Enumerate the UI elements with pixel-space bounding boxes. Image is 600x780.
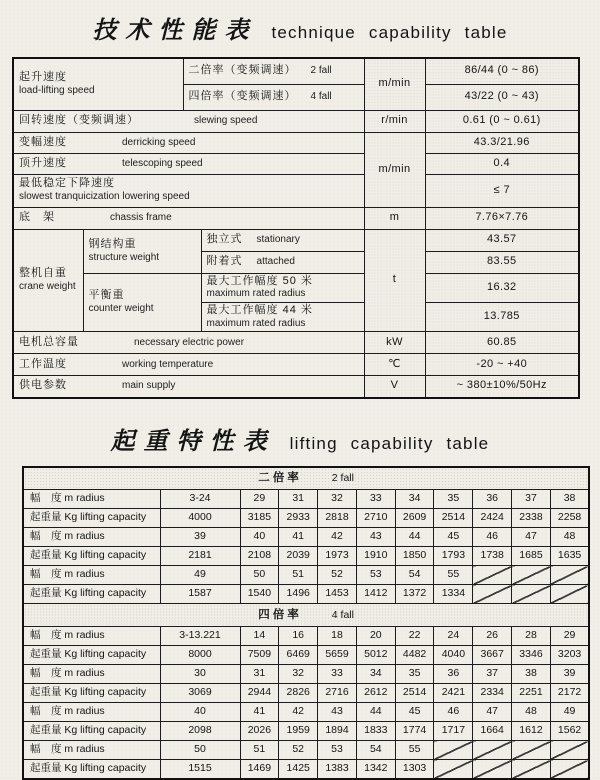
row-label-4fall [183,84,364,110]
capacity-cell: 2338 [512,509,551,528]
slewing-zh: 回转速度（变频调速） [19,114,139,127]
radius-cell: 54 [395,566,434,585]
capacity-cell: 6469 [279,646,318,665]
capacity-cell: 1664 [473,722,512,741]
slewing-en: slewing speed [194,115,258,127]
structure-weight-zh: 钢结构重 [88,237,137,250]
capacity-cell: 1562 [550,722,589,741]
radius-cell: 26 [473,627,512,646]
crane-weight-zh: 整机自重 [19,267,67,280]
capacity-cell: 2181 [160,547,240,566]
table-row [23,566,589,585]
main-supply-en: main supply [122,380,176,392]
capacity-cell: 1587 [160,585,240,604]
radius-cell: 49 [550,703,589,722]
value-temperature: -20 ~ +40 [425,354,579,376]
capacity-row-label: 起重量 Kg lifting capacity [23,585,160,604]
stationary-en: stationary [256,234,300,246]
technique-capability-table [12,57,580,399]
capacity-cell: 1303 [395,760,434,779]
radius-row-label: 幅 度 m radius [23,665,160,684]
radius-cell: 49 [160,566,240,585]
table-row [23,760,589,779]
counter-weight-en: counter weight [88,302,154,314]
capacity-cell: 1372 [395,585,434,604]
row-label-telescoping [13,153,364,174]
lowering-en: slowest tranquicization lowering speed [19,191,190,203]
capacity-cell: 1973 [318,547,357,566]
stationary-zh: 独立式 [206,233,243,246]
value-stationary: 43.57 [425,229,579,251]
capacity-cell: 1425 [279,760,318,779]
radius-row-label: 幅 度 m radius [23,528,160,547]
diagonal-empty-cell [512,741,551,760]
capacity-cell: 2108 [240,547,279,566]
capacity-cell: 3069 [160,684,240,703]
capacity-cell: 1342 [356,760,395,779]
table-row [23,703,589,722]
fall-section-header [23,467,589,490]
capacity-cell: 7509 [240,646,279,665]
value-supply: ~ 380±10%/50Hz [425,376,579,398]
radius-cell: 31 [279,490,318,509]
fall2-en: 2 fall [310,65,332,77]
diagonal-empty-cell [550,566,589,585]
section-title-en: 4 fall [331,608,354,621]
value-lowering: ≤ 7 [425,174,579,207]
capacity-cell: 2514 [434,509,473,528]
radius-row-label: 幅 度 m radius [23,703,160,722]
value-lifting-2fall: 86/44 (0 ~ 86) [425,58,579,84]
tech-title-en: technique capability table [271,23,508,42]
radius-cell: 32 [279,665,318,684]
row-label-lowering [13,174,364,207]
table-row [23,665,589,684]
radius-cell: 20 [356,627,395,646]
capacity-cell: 1717 [434,722,473,741]
structure-weight-en: structure weight [88,251,160,263]
radius-cell: 45 [434,528,473,547]
radius-cell: 55 [395,741,434,760]
radius-cell: 40 [160,703,240,722]
capacity-cell: 2609 [395,509,434,528]
radius-cell: 35 [434,490,473,509]
radius-cell: 46 [434,703,473,722]
capacity-cell: 8000 [160,646,240,665]
radius-cell: 36 [434,665,473,684]
fall-section-header [23,604,589,627]
table-row [23,528,589,547]
capacity-cell: 2716 [318,684,357,703]
radius-cell: 30 [160,665,240,684]
radius-cell: 43 [356,528,395,547]
attached-zh: 附着式 [206,255,243,268]
table-row [23,646,589,665]
radius-cell: 34 [395,490,434,509]
radius50-zh: 最大工作幅度 50 米 [206,274,313,287]
table-row [23,684,589,703]
lifting-title-en: lifting capability table [289,433,490,453]
row-label-slewing [13,110,364,132]
capacity-cell: 1738 [473,547,512,566]
lifting-capability-table [22,466,590,780]
capacity-cell: 3346 [512,646,551,665]
capacity-cell: 2258 [550,509,589,528]
row-label-attached [201,251,364,273]
section-title-zh: 四倍率 [258,608,302,621]
diagonal-empty-cell [473,585,512,604]
radius-row-label: 幅 度 m radius [23,490,160,509]
value-attached: 83.55 [425,251,579,273]
row-label-radius44 [201,302,364,331]
radius-cell: 44 [356,703,395,722]
fall4-en: 4 fall [310,91,332,103]
radius-cell: 53 [318,741,357,760]
capacity-cell: 1635 [550,547,589,566]
capacity-cell: 2172 [550,684,589,703]
value-radius50: 16.32 [425,273,579,302]
capacity-cell: 2421 [434,684,473,703]
radius-cell: 29 [550,627,589,646]
radius-cell: 52 [279,741,318,760]
table-row [23,627,589,646]
capacity-cell: 1959 [279,722,318,741]
radius-cell: 32 [318,490,357,509]
radius-cell: 22 [395,627,434,646]
radius-cell: 24 [434,627,473,646]
capacity-cell: 2251 [512,684,551,703]
row-label-derricking [13,132,364,153]
unit-supply: V [364,376,425,398]
radius-cell: 39 [160,528,240,547]
capacity-cell: 1515 [160,760,240,779]
radius-cell: 43 [318,703,357,722]
capacity-cell: 1383 [318,760,357,779]
capacity-cell: 2514 [395,684,434,703]
table-row [23,490,589,509]
capacity-cell: 2424 [473,509,512,528]
radius-cell: 51 [240,741,279,760]
radius-cell: 50 [240,566,279,585]
table-row [23,741,589,760]
radius-cell: 47 [512,528,551,547]
radius-cell: 35 [395,665,434,684]
radius-cell: 29 [240,490,279,509]
capacity-row-label: 起重量 Kg lifting capacity [23,547,160,566]
row-label-stationary [201,229,364,251]
capacity-cell: 1469 [240,760,279,779]
table-row [23,722,589,741]
capacity-cell: 1412 [356,585,395,604]
derricking-en: derricking speed [122,136,196,148]
row-label-main-supply [13,376,364,398]
radius-cell: 55 [434,566,473,585]
unit-slewing: r/min [364,110,425,132]
lifting-table-body [23,467,589,779]
radius-cell: 37 [512,490,551,509]
capacity-cell: 1774 [395,722,434,741]
diagonal-empty-cell [473,760,512,779]
lifting-title-zh: 起重特性表 [110,425,276,455]
value-derricking: 43.3/21.96 [425,132,579,153]
capacity-cell: 2026 [240,722,279,741]
tech-table-title [0,10,600,45]
value-power: 60.85 [425,332,579,354]
radius-cell: 42 [318,528,357,547]
radius44-en: maximum rated radius [206,317,306,329]
radius-cell: 50 [160,741,240,760]
diagonal-empty-cell [550,760,589,779]
capacity-cell: 5659 [318,646,357,665]
fall4-zh: 四倍率（变频调速） [188,90,297,103]
diagonal-empty-cell [512,760,551,779]
radius44-zh: 最大工作幅度 44 米 [206,303,313,316]
radius-cell: 38 [512,665,551,684]
diagonal-empty-cell [512,585,551,604]
radius-cell: 28 [512,627,551,646]
radius-cell: 44 [395,528,434,547]
unit-speeds: m/min [364,132,425,207]
counter-weight-zh: 平衡重 [88,289,125,302]
diagonal-empty-cell [473,741,512,760]
temperature-en: working temperature [122,358,214,370]
unit-power: kW [364,332,425,354]
main-supply-zh: 供电参数 [19,379,67,392]
radius-cell: 51 [279,566,318,585]
capacity-row-label: 起重量 Kg lifting capacity [23,722,160,741]
radius-cell: 52 [318,566,357,585]
lowering-zh: 最低稳定下降速度 [19,177,115,190]
diagonal-empty-cell [434,741,473,760]
row-label-crane-weight [13,229,83,332]
radius-cell: 47 [473,703,512,722]
radius-cell: 33 [356,490,395,509]
capacity-cell: 2826 [279,684,318,703]
capacity-cell: 2334 [473,684,512,703]
capacity-row-label: 起重量 Kg lifting capacity [23,509,160,528]
value-telescoping: 0.4 [425,153,579,174]
radius-cell: 39 [550,665,589,684]
diagonal-empty-cell [512,566,551,585]
radius-cell: 46 [473,528,512,547]
table-row [23,509,589,528]
capacity-cell: 1833 [356,722,395,741]
capacity-cell: 1685 [512,547,551,566]
capacity-cell: 1894 [318,722,357,741]
radius50-en: maximum rated radius [206,288,306,300]
crane-weight-en: crane weight [19,280,76,292]
capacity-cell: 1910 [356,547,395,566]
unit-chassis: m [364,207,425,229]
radius-row-label: 幅 度 m radius [23,741,160,760]
capacity-cell: 1334 [434,585,473,604]
diagonal-empty-cell [434,760,473,779]
capacity-cell: 2710 [356,509,395,528]
radius-cell: 36 [473,490,512,509]
capacity-row-label: 起重量 Kg lifting capacity [23,684,160,703]
capacity-cell: 3203 [550,646,589,665]
diagonal-empty-cell [473,566,512,585]
radius-cell: 34 [356,665,395,684]
capacity-cell: 4000 [160,509,240,528]
radius-cell: 48 [512,703,551,722]
lifting-speed-en: load-lifting speed [19,84,95,96]
radius-cell: 41 [240,703,279,722]
radius-cell: 33 [318,665,357,684]
radius-cell: 42 [279,703,318,722]
capacity-cell: 1453 [318,585,357,604]
unit-lifting-speed: m/min [364,58,425,110]
capacity-cell: 5012 [356,646,395,665]
temperature-zh: 工作温度 [19,357,67,370]
chassis-en: chassis frame [110,212,172,224]
radius-cell: 38 [550,490,589,509]
value-lifting-4fall: 43/22 (0 ~ 43) [425,84,579,110]
capacity-row-label: 起重量 Kg lifting capacity [23,760,160,779]
radius-cell: 53 [356,566,395,585]
radius-row-label: 幅 度 m radius [23,566,160,585]
chassis-zh: 底 架 [19,211,55,224]
capacity-cell: 1850 [395,547,434,566]
radius-cell: 37 [473,665,512,684]
radius-cell: 16 [279,627,318,646]
unit-weight: t [364,229,425,332]
row-label-structure-weight [83,229,201,273]
value-chassis: 7.76×7.76 [425,207,579,229]
diagonal-empty-cell [550,741,589,760]
capacity-cell: 1793 [434,547,473,566]
section-title-zh: 二倍率 [258,472,302,485]
lifting-table-title [0,421,600,456]
row-label-lifting-speed [13,58,183,110]
radius-cell: 18 [318,627,357,646]
capacity-cell: 2818 [318,509,357,528]
section-title-en: 2 fall [331,472,354,485]
telescoping-en: telescoping speed [122,157,203,169]
radius-cell: 40 [240,528,279,547]
radius-cell: 41 [279,528,318,547]
capacity-cell: 3185 [240,509,279,528]
row-label-radius50 [201,273,364,302]
capacity-cell: 2098 [160,722,240,741]
telescoping-zh: 顶升速度 [19,156,67,169]
lifting-speed-zh: 起升速度 [19,71,67,84]
table-row [23,585,589,604]
row-label-temperature [13,354,364,376]
row-label-counter-weight [83,273,201,332]
radius-cell: 48 [550,528,589,547]
attached-en: attached [256,256,295,268]
value-radius44: 13.785 [425,302,579,331]
capacity-cell: 2933 [279,509,318,528]
table-row [23,547,589,566]
capacity-cell: 4040 [434,646,473,665]
derricking-zh: 变幅速度 [19,135,67,148]
row-label-2fall [183,58,364,84]
unit-temperature: ℃ [364,354,425,376]
capacity-cell: 1540 [240,585,279,604]
electric-power-en: necessary electric power [134,336,245,348]
radius-cell: 3-24 [160,490,240,509]
value-slewing: 0.61 (0 ~ 0.61) [425,110,579,132]
radius-cell: 45 [395,703,434,722]
radius-cell: 14 [240,627,279,646]
row-label-chassis [13,207,364,229]
radius-row-label: 幅 度 m radius [23,627,160,646]
capacity-cell: 2039 [279,547,318,566]
capacity-cell: 2944 [240,684,279,703]
diagonal-empty-cell [550,585,589,604]
row-label-electric-power [13,332,364,354]
capacity-cell: 1496 [279,585,318,604]
capacity-cell: 4482 [395,646,434,665]
capacity-row-label: 起重量 Kg lifting capacity [23,646,160,665]
electric-power-zh: 电机总容量 [19,335,79,348]
capacity-cell: 3667 [473,646,512,665]
capacity-cell: 2612 [356,684,395,703]
capacity-cell: 1612 [512,722,551,741]
radius-cell: 3-13.221 [160,627,240,646]
fall2-zh: 二倍率（变频调速） [188,64,297,77]
tech-title-zh: 技术性能表 [92,15,258,44]
radius-cell: 31 [240,665,279,684]
radius-cell: 54 [356,741,395,760]
